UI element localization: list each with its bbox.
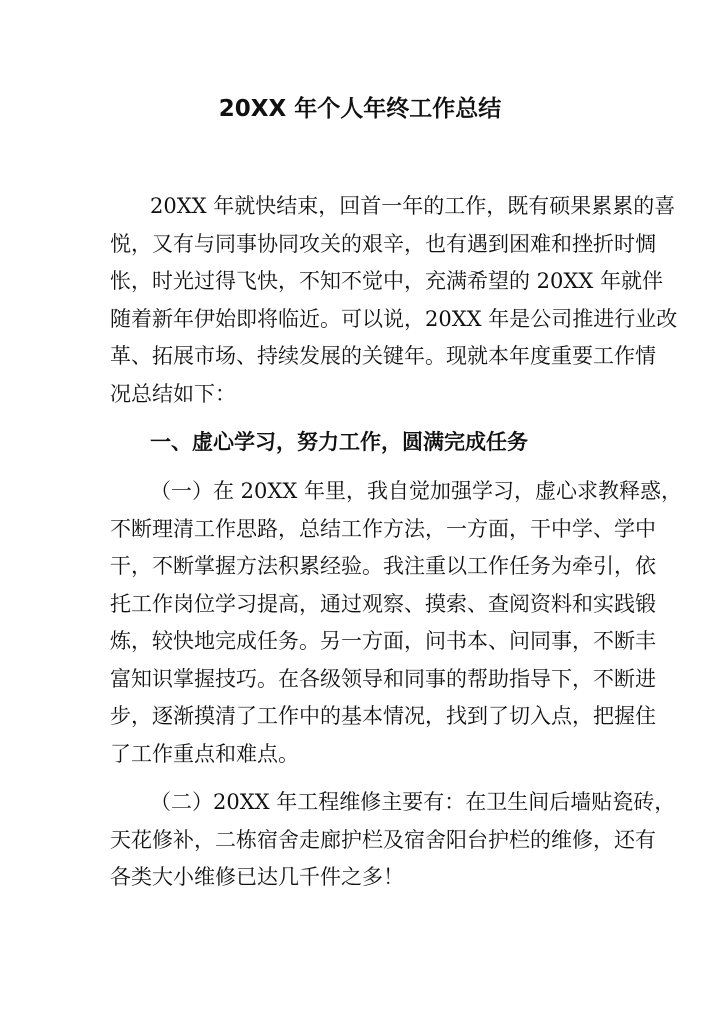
text-line: 怅，时光过得飞快，不知不觉中，充满希望的 20XX 年就伴 bbox=[110, 269, 663, 293]
text-line: 20XX 年就快结束，回首一年的工作，既有硕果累累的喜 bbox=[150, 194, 676, 218]
document-title: 20XX 年个人年终工作总结 bbox=[218, 96, 502, 122]
text-line: 了工作重点和难点。 bbox=[110, 741, 299, 766]
text-line: 干，不断掌握方法积累经验。我注重以工作任务为牵引，依 bbox=[110, 554, 656, 578]
text-line: 况总结如下： bbox=[110, 381, 236, 406]
intro-paragraph bbox=[110, 188, 678, 413]
text-line: 步，逐渐摸清了工作中的基本情况，找到了切入点，把握住 bbox=[110, 704, 656, 728]
text-line: 各类大小维修已达几千件之多！ bbox=[110, 865, 404, 889]
text-line: 天花修补，二栋宿舍走廊护栏及宿舍阳台护栏的维修，还有 bbox=[110, 827, 656, 852]
text-line: 革、拓展市场、持续发展的关键年。现就本年度重要工作情 bbox=[110, 344, 656, 368]
text-line: （二）20XX 年工程维修主要有：在卫生间后墙贴瓷砖， bbox=[150, 790, 676, 814]
text-line: 托工作岗位学习提高，通过观察、摸索、查阅资料和实践锻 bbox=[110, 591, 656, 616]
text-line: （一）在 20XX 年里，我自觉加强学习，虚心求教释惑， bbox=[150, 479, 682, 503]
section-heading: 一、虚心学习，努力工作，圆满完成任务 bbox=[150, 430, 528, 454]
text-line: 随着新年伊始即将临近。可以说，20XX 年是公司推进行业改 bbox=[110, 306, 678, 331]
text-line: 富知识掌握技巧。在各级领导和同事的帮助指导下，不断进 bbox=[110, 666, 656, 691]
paragraph-one bbox=[110, 473, 682, 773]
paragraph-two bbox=[110, 784, 676, 897]
section-heading-block bbox=[110, 424, 612, 462]
text-line: 炼，较快地完成任务。另一方面，问书本、问同事，不断丰 bbox=[110, 629, 656, 653]
text-line: 不断理清工作思路，总结工作方法，一方面，干中学、学中 bbox=[110, 516, 656, 541]
text-line: 悦，又有与同事协同攻关的艰辛，也有遇到困难和挫折时惆 bbox=[110, 231, 656, 256]
